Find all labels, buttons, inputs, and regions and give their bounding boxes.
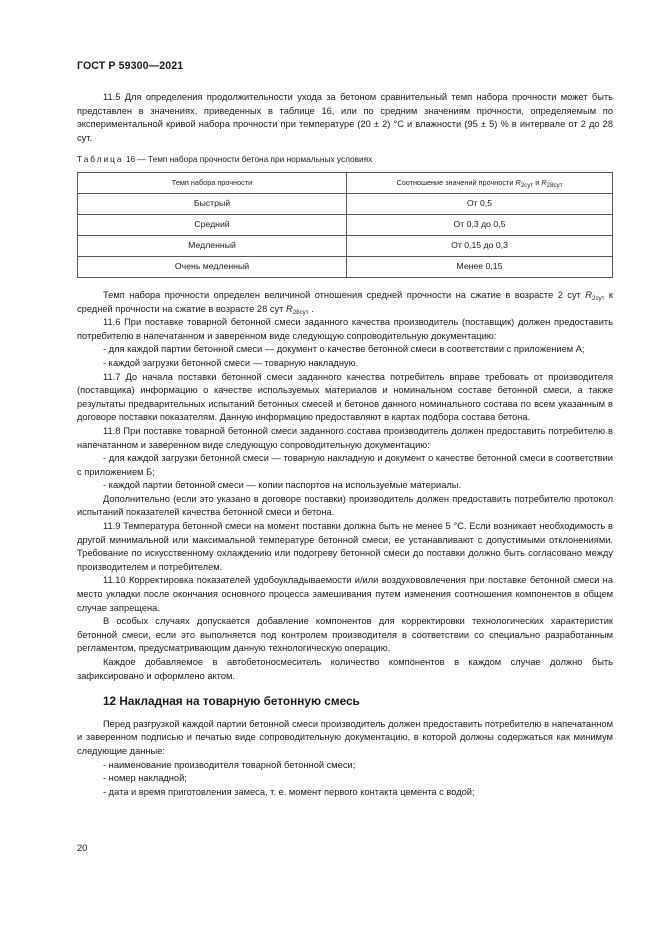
subscript: 2сут [520,182,534,190]
text-part: . [308,303,314,314]
list-item: - дата и время приготовления замеса, т. е. момент первого контакта цемента с водой; [103,786,475,797]
table-header-ratio [347,172,613,193]
table-16-caption [77,153,613,167]
subscript: 28сут [292,308,309,316]
r-symbol: R [515,178,521,188]
table-row [78,256,613,277]
table-cell-ratio: От 0,15 до 0,3 [347,235,613,256]
subscript: 2сут [592,294,605,302]
subscript: 28сут [546,182,563,190]
table-cell-rate: Быстрый [78,193,347,214]
standard-code-header: ГОСТ Р 59300—2021 [77,60,184,72]
list-item: - для каждой загрузки бетонной смеси — товарную накладную и документ о качестве бетонной смеси в соответствии с приложением Б; [77,453,613,477]
text-part: к средней прочности на сжатие в возрасте 28 сут [77,289,613,314]
r-symbol: R [585,289,593,300]
text-part: Темп набора прочности определен величиной отношения средней прочности на сжатие в возрасте 2 сут [103,289,586,300]
paragraph-11-10-special: В особых случаях допускается добавление компонентов для корректировки технологических характеристик бетонной смеси, если это выполняется под контролем производителя в соответствии со специально разработанным регламентом, предусматривающим данную технологическую операцию. [77,616,613,654]
paragraph-11-9: 11.9 Температура бетонной смеси на момент поставки должна быть не менее 5 °С. Если возникает необходимость в другой минимальной или максимальной температуре бетонной смеси, ее устанавливают с допустимыми отклонениями. Требование по искусственному охлаждению или подогреву бетонной смеси до поставки должно быть согласовано между производителем и потребителем. [77,521,613,572]
table-row [78,235,613,256]
table-row [78,193,613,214]
table-header-rate: Темп набора прочности [78,172,347,193]
table-header-row [78,172,613,193]
paragraph-11-6: 11.6 При поставке товарной бетонной смеси заданного качества производитель (поставщик) должен предоставить потребителю в напечатанном и заверенном виде следующую сопроводительную документацию: [77,317,613,341]
table-cell-ratio: От 0,3 до 0,5 [347,214,613,235]
r-symbol: R [541,178,547,188]
table-caption-word: Таблица [77,154,124,165]
section-12-title: 12 Накладная на товарную бетонную смесь [103,694,360,709]
table-caption-text: 16 — Темп набора прочности бетона при нормальных условиях [123,154,373,165]
paragraph-11-5: 11.5 Для определения продолжительности ухода за бетоном сравнительный темп набора прочности может быть представлен в значениях, приведенных в таблице 16, или по средним значениям прочности, определяемым по экспериментальной кривой набора прочности при температуре (20 ± 2) °С и влажности (95 ± 5) % в интервале от 2 до 28 сут. [77,92,613,143]
list-item: - каждой загрузки бетонной смеси — товарную накладную. [103,357,359,368]
paragraph-11-10-act: Каждое добавляемое в автобетоносмеситель количество компонентов в каждом случае должно быть зафиксировано и оформлено актом. [77,657,613,681]
paragraph-12: Перед разгрузкой каждой партии бетонной смеси производитель должен предоставить потребителю в напечатанном и заверенном подписью и печатью виде сопроводительную документацию, в которой должны содержаться как минимум следующие данные: [77,718,613,756]
paragraph-11-10: 11.10 Корректировка показателей удобоукладываемости и/или воздухововлечения при поставке бетонной смеси на место укладки после окончания основного процесса замешивания путем изменения соотношения компонентов в общем случае запрещена. [77,575,613,613]
list-item: - для каждой партии бетонной смеси — документ о качестве бетонной смеси в соответствии с приложением А; [103,344,585,355]
table-row [78,214,613,235]
page-number: 20 [77,843,88,853]
r-symbol: R [285,303,293,314]
list-item: - номер накладной; [103,773,187,784]
page-body [77,91,613,799]
table-cell-ratio: От 0,5 [347,193,613,214]
table-cell-rate: Медленный [78,235,347,256]
paragraph-11-8-extra: Дополнительно (если это указано в договоре поставки) производитель должен предоставить потребителю протокол испытаний показателей качества бетонной смеси и бетона. [77,493,613,518]
conjunction: и [533,178,542,188]
table-header-ratio-prefix: Соотношение значений прочности [396,178,516,188]
list-item: - каждой партии бетонной смеси — копии паспортов на используемые материалы. [103,480,462,491]
list-item: - наименование производителя товарной бетонной смеси; [103,759,356,770]
paragraph-11-7: 11.7 До начала поставки бетонной смеси заданного качества потребитель вправе требовать от производителя (поставщика) информацию о качестве используемых материалов и номинальном составе бетонной смеси, а также результаты предварительных испытаний бетонных смесей и бетонов данного номинального состава по всем указанным в договоре поставки показателям. Данную информацию предоставляют в картах подбора состава бетона. [77,371,613,423]
table-cell-ratio: Менее 0,15 [347,256,613,277]
table-16 [77,172,613,278]
paragraph-11-8: 11.8 При поставке товарной бетонной смеси заданного состава производитель должен предоставить потребителю в напечатанном и заверенном виде следующую сопроводительную документацию: [77,425,613,450]
table-cell-rate: Средний [78,214,347,235]
paragraph-rate-definition [77,289,613,316]
table-cell-rate: Очень медленный [78,256,347,277]
